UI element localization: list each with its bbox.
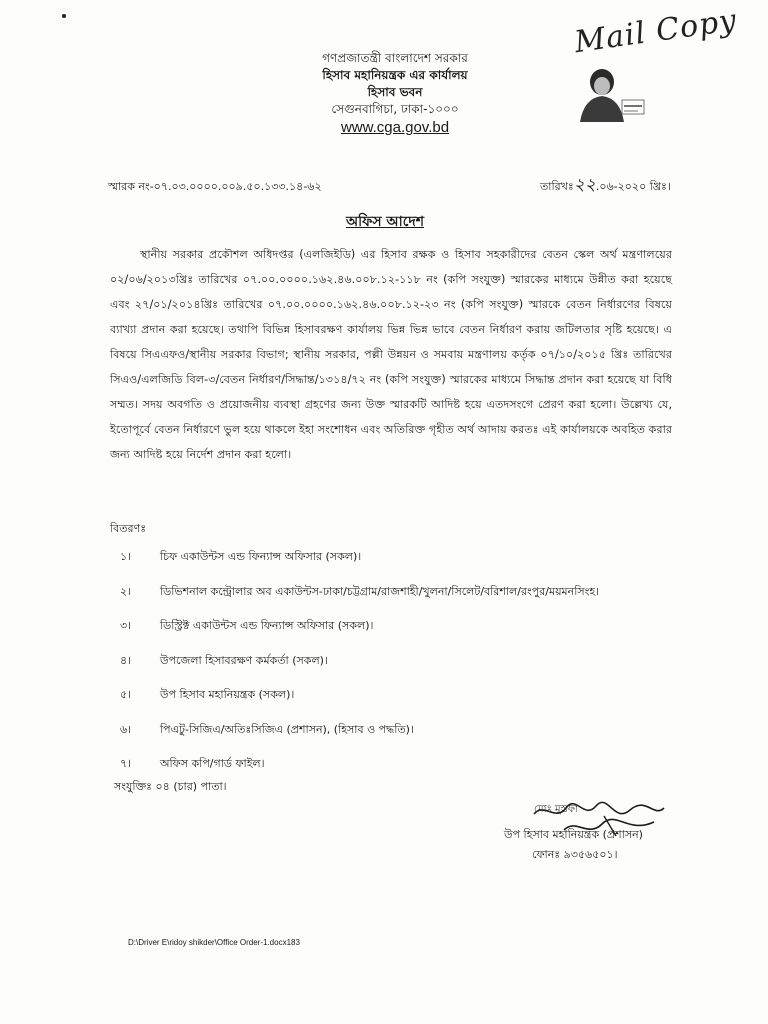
item-text: উপজেলা হিসাবরক্ষণ কর্মকর্তা (সকল)। (160, 653, 328, 667)
distribution-item (120, 583, 680, 618)
office-address: সেগুনবাগিচা, ঢাকা-১০০০ (331, 102, 459, 116)
item-number: ৬। (120, 722, 132, 736)
item-number: ৭। (120, 757, 132, 770)
date-handwritten-day: ২২ (573, 175, 596, 195)
item-text: পিএটু-সিজিএ/অতিঃসিজিএ (প্রশাসন), (হিসাব ও পদ্ধতি)। (160, 722, 414, 736)
memo-number: স্মারক নং-০৭.০৩.০০০০.০০৯.৫০.১৩৩.১৪-৬২ (108, 180, 322, 193)
item-text: অফিস কপি/গার্ড ফাইল। (160, 757, 265, 770)
website-link[interactable]: www.cga.gov.bd (340, 119, 450, 136)
handwritten-mail-copy-note: Mail Copy (572, 2, 740, 61)
portrait-logo-icon (572, 66, 648, 122)
distribution-item (120, 686, 680, 721)
document-title: অফিস আদেশ (345, 214, 425, 230)
item-text: উপ হিসাব মহানিয়ন্ত্রক (সকল)। (160, 688, 295, 701)
item-text: ডিভিশনাল কন্ট্রোলার অব একাউন্টস-ঢাকা/চট্টগ্রাম/রাজশাহী/খুলনা/সিলেট/বরিশাল/রংপুর/ময়মনসিংহ। (160, 584, 600, 598)
item-number: ৩। (120, 619, 132, 632)
signatory-phone: ফোনঃ ৯৩৫৬৫০১। (532, 848, 618, 861)
item-number: ১। (120, 550, 132, 563)
distribution-item (120, 721, 680, 756)
item-number: ২। (120, 584, 132, 598)
order-body-text: স্থানীয় সরকার প্রকৌশল অধিদপ্তর (এলজিইডি) এর হিসাব রক্ষক ও হিসাব সহকারীদের বেতন স্কেল অর্থ মন্ত্রণালয়ের ০২/০৬/২০১৩খ্রিঃ তারিখের ০৭.০০.০০০০.১৬২.৪৬.০০৮.১২-১১৮ নং (কপি সংযুক্ত) স্মারকের মাধ্যমে উন্নীত করা হয়েছে এবং ২৭/০১/২০১৪খ্রিঃ তারিখের ০৭.০০.০০০০.১৬২.৪৬.০০৮.১২-২৩ নং (কপি সংযুক্ত) স্মারকে বেতন নির্ধারণের বিষয়ে ব্যাখ্যা প্রদান করা হয়েছে। তথাপি বিভিন্ন হিসাবরক্ষণ কার্যালয় ভিন্ন ভিন্ন ভাবে বেতন নির্ধারণ করায় জটিলতার সৃষ্টি হয়েছে। এ বিষয়ে সিএএফও/স্থানীয় সরকার বিভাগ; স্থানীয় সরকার, পল্লী উন্নয়ন ও সমবায় মন্ত্রণালয় কর্তৃক ০৭/১০/২০১৫ খ্রিঃ তারিখের সিএও/এলজিডি বিল-৩/বেতন নির্ধারণ/সিদ্ধান্ত/১৩১৪/৭২ নং (কপি সংযুক্ত) স্মারকের মাধ্যমে সিদ্ধান্ত প্রদান করা হয়েছে যা বিধি সম্মত। সদয় অবগতি ও প্রয়োজনীয় ব্যবস্থা গ্রহণের জন্য উক্ত স্মারকটি আদিষ্ট হয়ে এতদসংগে প্রেরণ করা হলো। উল্লেখ্য যে, ইতোপূর্বে বেতন নির্ধারণে ভুল হয়ে থাকলে ইহা সংশোধন এবং অতিরিক্ত গৃহীত অর্থ আদায় করতঃ এই কার্যালয়কে অবহিত করার জন্য আদিষ্ট হয়ে নির্দেশ প্রদান করা হলো। (110, 248, 672, 461)
date-rest: .০৬-২০২০ খ্রিঃ। (595, 180, 671, 193)
distribution-label: বিতরণঃ (110, 522, 147, 535)
item-text: ডিস্ট্রিক্ট একাউন্টস এন্ড ফিন্যান্স অফিসার (সকল)। (160, 619, 374, 632)
file-path-footer: D:\Driver E\ridoy shikder\Office Order-1.docx183 (128, 938, 300, 947)
item-number: ৫। (120, 688, 132, 701)
office-name: হিসাব মহানিয়ন্ত্রক এর কার্যালয় (322, 68, 468, 82)
govt-name: গণপ্রজাতন্ত্রী বাংলাদেশ সরকার (322, 51, 468, 65)
signatory-designation: উপ হিসাব মহানিয়ন্ত্রক (প্রশাসন) (504, 828, 643, 841)
distribution-list (120, 548, 680, 790)
distribution-item (120, 652, 680, 687)
signatory-name: মোঃ মুস্তফা (534, 804, 578, 815)
scan-dot (62, 14, 66, 18)
letterhead (290, 50, 500, 137)
date-label: তারিখঃ (540, 180, 574, 193)
distribution-item (120, 548, 680, 583)
distribution-item (120, 617, 680, 652)
item-text: চিফ একাউন্টস এন্ড ফিন্যান্স অফিসার (সকল)। (160, 550, 362, 563)
building-name: হিসাব ভবন (367, 85, 423, 99)
attachment-note: সংযুক্তিঃ ০৪ (চার) পাতা। (114, 780, 227, 793)
item-number: ৪। (120, 653, 132, 667)
date-line (540, 172, 671, 200)
